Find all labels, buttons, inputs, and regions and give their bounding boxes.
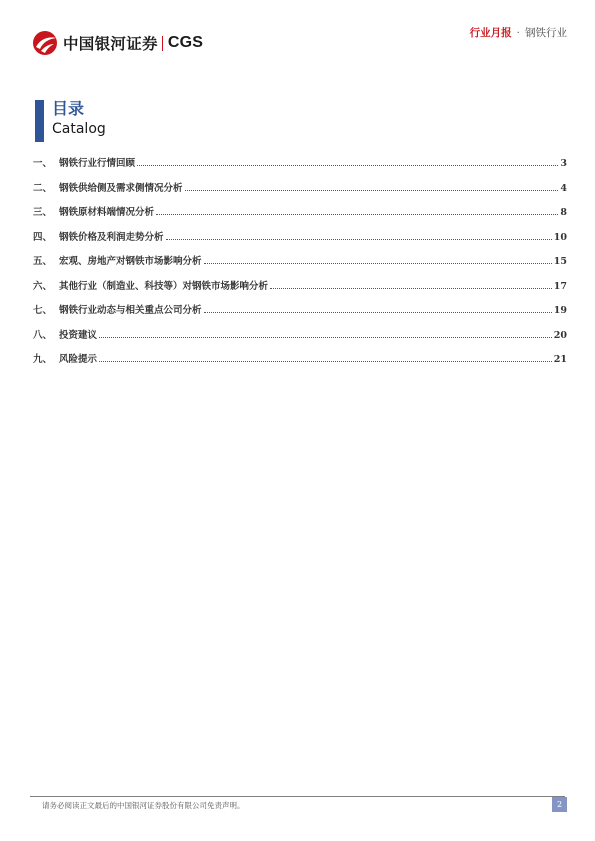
toc-item[interactable] xyxy=(33,253,567,278)
toc-leader-dots xyxy=(185,190,559,191)
toc-leader-dots xyxy=(99,361,552,362)
toc-item-number: 一、 xyxy=(33,158,53,169)
toc-item-page: 20 xyxy=(553,329,567,341)
toc-leader-dots xyxy=(204,263,552,264)
footer-divider xyxy=(30,796,565,797)
toc-item-title: 钢铁供给侧及需求侧情况分析 xyxy=(59,182,183,194)
toc-item-title: 投资建议 xyxy=(59,329,98,341)
toc-item[interactable] xyxy=(33,155,567,180)
toc-item-page: 17 xyxy=(553,280,567,292)
toc-item-page: 19 xyxy=(553,305,567,316)
toc-item-number: 四、 xyxy=(33,231,53,243)
logo-text-cn: 中国银河证券 xyxy=(63,35,158,53)
toc-leader-dots xyxy=(137,165,558,166)
logo-divider xyxy=(162,36,163,51)
toc-item-number: 九、 xyxy=(33,354,53,365)
toc-item-number: 三、 xyxy=(33,207,53,218)
toc-item-title: 宏观、房地产对钢铁市场影响分析 xyxy=(59,256,202,267)
toc-leader-dots xyxy=(166,239,552,240)
toc-item[interactable] xyxy=(33,229,567,254)
toc-item-page: 3 xyxy=(560,158,567,169)
toc-item-page: 8 xyxy=(560,207,567,218)
table-of-contents xyxy=(33,155,567,376)
toc-item-title: 钢铁价格及利润走势分析 xyxy=(59,231,164,243)
toc-item-title: 钢铁行业行情回顾 xyxy=(59,158,136,169)
toc-item-title: 钢铁原材料端情况分析 xyxy=(59,207,155,218)
toc-item-number: 五、 xyxy=(33,256,53,267)
toc-item-page: 10 xyxy=(553,231,567,243)
toc-item-title: 其他行业（制造业、科技等）对钢铁市场影响分析 xyxy=(59,280,269,292)
toc-item-title: 钢铁行业动态与相关重点公司分析 xyxy=(59,305,202,316)
toc-leader-dots xyxy=(270,288,552,289)
header-separator: · xyxy=(516,26,520,39)
report-type: 行业月报 xyxy=(469,27,512,39)
catalog-accent-bar xyxy=(35,100,44,142)
toc-item[interactable] xyxy=(33,351,567,376)
toc-item-number: 六、 xyxy=(33,280,53,292)
toc-item[interactable] xyxy=(33,327,567,352)
toc-item-page: 21 xyxy=(553,354,567,365)
toc-item-title: 风险提示 xyxy=(59,354,98,365)
catalog-subtitle: Catalog xyxy=(52,121,106,137)
toc-item[interactable] xyxy=(33,204,567,229)
logo-text-en: CGS xyxy=(167,34,204,51)
catalog-title: 目录 xyxy=(52,99,85,118)
toc-item[interactable] xyxy=(33,180,567,205)
report-sector: 钢铁行业 xyxy=(525,27,567,39)
toc-item-page: 15 xyxy=(553,256,567,267)
footer-disclaimer: 请务必阅读正文最后的中国银河证券股份有限公司免责声明。 xyxy=(42,801,245,810)
page-number: 2 xyxy=(552,797,567,812)
report-header-label xyxy=(470,25,567,40)
company-logo xyxy=(32,30,203,56)
toc-leader-dots xyxy=(156,214,558,215)
toc-item-number: 八、 xyxy=(33,329,53,341)
galaxy-logo-icon xyxy=(32,30,58,56)
toc-leader-dots xyxy=(204,312,552,313)
toc-item-page: 4 xyxy=(560,182,567,194)
toc-item[interactable] xyxy=(33,278,567,303)
toc-item-number: 二、 xyxy=(33,182,53,194)
toc-item-number: 七、 xyxy=(33,305,53,316)
toc-item[interactable] xyxy=(33,302,567,327)
toc-leader-dots xyxy=(99,337,552,338)
